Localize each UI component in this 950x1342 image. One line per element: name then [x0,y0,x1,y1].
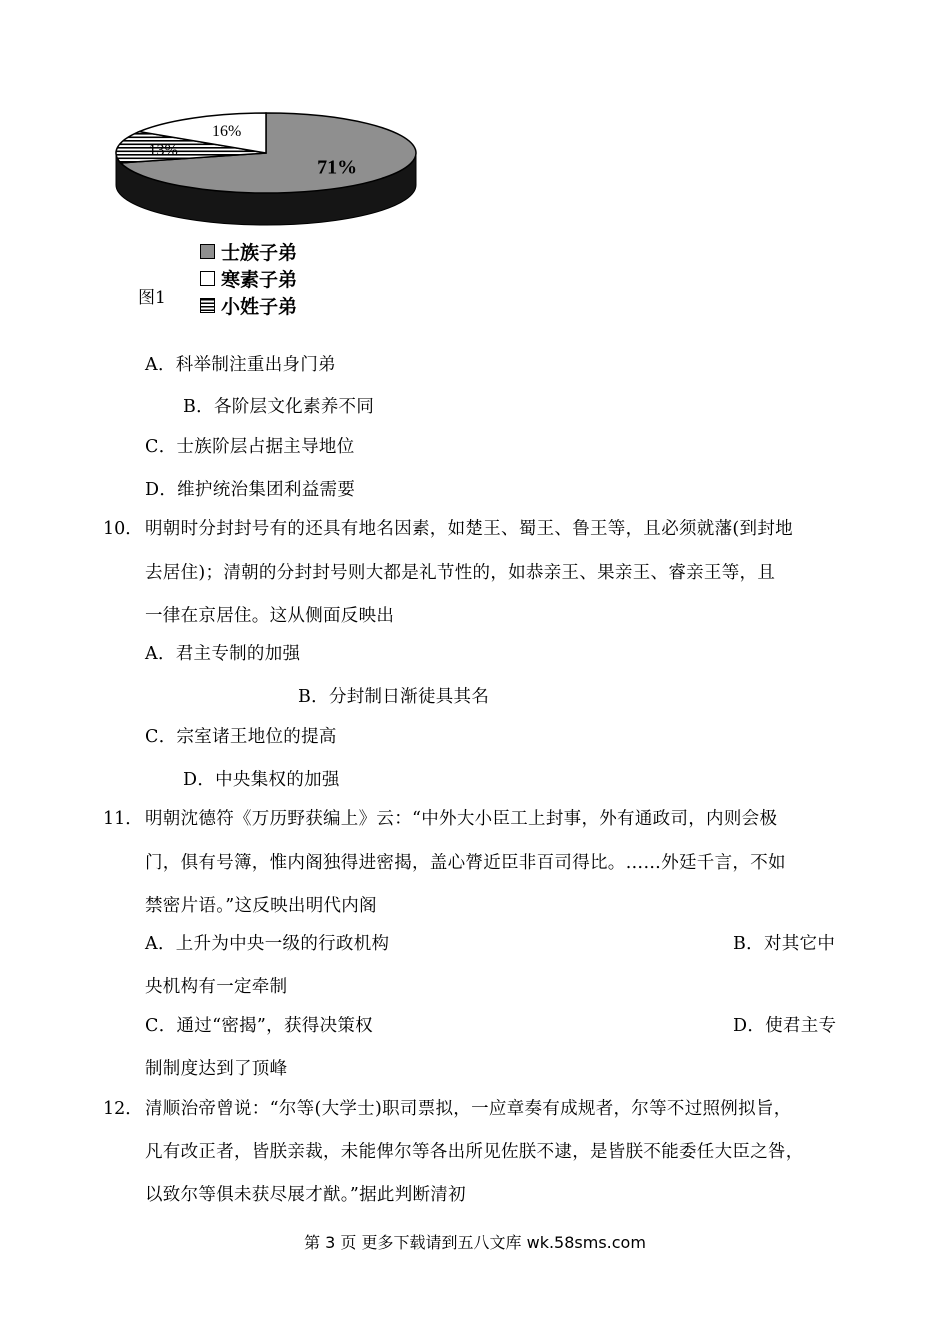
q11-option-d: D．使君主专 [733,1016,837,1036]
q12-stem-line2: 凡有改正者，皆朕亲裁，未能俾尔等各出所见佐朕不逮，是皆朕不能委任大臣之咎， [145,1142,804,1162]
q11-stem-line2: 门，俱有号簿，惟内阁独得进密揭，盖心膂近臣非百司得比。……外廷千言，不如 [145,853,786,873]
legend-swatch-hatched [200,298,215,313]
figure-caption: 图1 [138,288,166,308]
q12-stem-line1: 清顺治帝曾说：“尔等(大学士)职司票拟，一应章奏有成规者，尔等不过照例拟旨， [145,1099,792,1119]
legend-item-xiaoxing [200,292,297,319]
q10-option-d: D．中央集权的加强 [183,770,340,790]
legend-item-hansu [200,265,297,292]
q10-stem-line3: 一律在京居住。这从侧面反映出 [145,606,395,626]
chart-legend [200,238,297,319]
q11-option-a: A．上升为中央一级的行政机构 [145,934,390,954]
q9-option-a: A．科举制注重出身门弟 [145,355,336,375]
page-footer: 第 3 页 更多下载请到五八文库 wk.58sms.com [304,1233,646,1252]
pie-chart [108,105,428,245]
q11-option-c: C．通过“密揭”，获得决策权 [145,1016,373,1036]
q10-stem-line1: 明朝时分封封号有的还具有地名因素，如楚王、蜀王、鲁王等，且必须就藩(到封地 [145,519,793,539]
q11-option-d-cont: 制制度达到了顶峰 [145,1059,288,1079]
legend-swatch-gray [200,244,215,259]
q9-option-b: B．各阶层文化素养不同 [183,397,375,417]
q11-number: 11． [103,809,143,829]
legend-label: 士族子弟 [221,242,298,264]
q10-option-b: B．分封制日渐徒具其名 [298,687,490,707]
q9-option-d: D．维护统治集团利益需要 [145,480,356,500]
q12-number: 12． [103,1099,143,1119]
pie-label-shizu: 71% [317,156,358,179]
q10-option-c: C．宗室诸王地位的提高 [145,727,337,747]
legend-label: 小姓子弟 [221,296,298,318]
q11-option-b: B．对其它中 [733,934,836,954]
q11-stem-line3: 禁密片语。”这反映出明代内阁 [145,896,377,916]
legend-swatch-white [200,271,215,286]
q10-number: 10． [103,519,143,539]
q11-option-b-cont: 央机构有一定牵制 [145,977,288,997]
q12-stem-line3: 以致尔等俱未获尽展才猷。”据此判断清初 [145,1185,466,1205]
pie-label-hansu: 16% [211,122,242,140]
q10-option-a: A．君主专制的加强 [145,644,301,664]
pie-label-xiaoxing: 13% [148,142,178,160]
q11-stem-line1: 明朝沈德符《万历野获编上》云：“中外大小臣工上封事，外有通政司，内则会极 [145,809,778,829]
q9-option-c: C．士族阶层占据主导地位 [145,437,355,457]
legend-label: 寒素子弟 [221,269,298,291]
legend-item-shizu [200,238,297,265]
q10-stem-line2: 去居住)；清朝的分封封号则大都是礼节性的，如恭亲王、果亲王、睿亲王等，且 [145,563,776,583]
